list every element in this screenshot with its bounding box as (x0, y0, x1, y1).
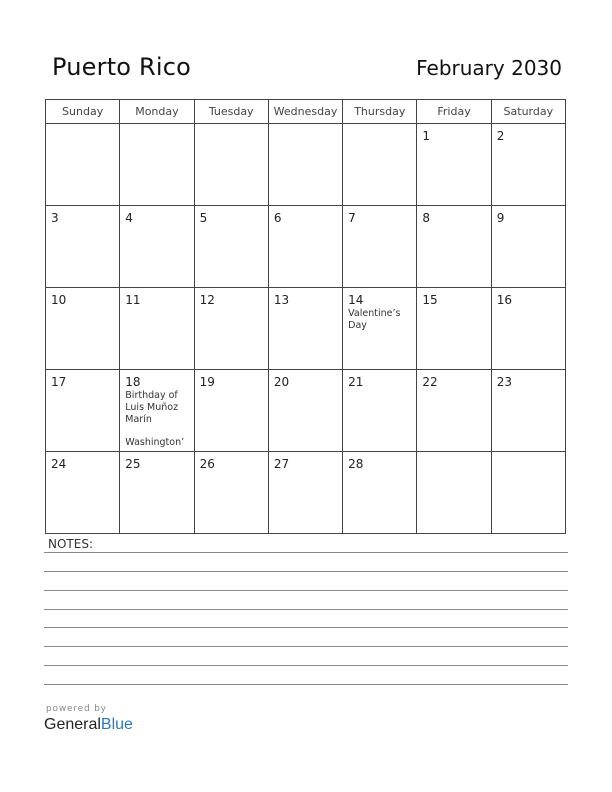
weekday-header: Saturday (491, 100, 565, 124)
country-title: Puerto Rico (52, 53, 192, 81)
note-line (44, 646, 568, 647)
day-cell (417, 288, 491, 370)
day-cell (46, 370, 120, 452)
calendar-grid (45, 99, 566, 534)
day-number: 1 (422, 129, 431, 143)
day-cell (491, 124, 565, 206)
weekday-header: Friday (417, 100, 491, 124)
day-cell (417, 124, 491, 206)
day-number: 17 (51, 375, 67, 389)
day-number: 7 (348, 211, 356, 225)
day-cell (417, 370, 491, 452)
holiday-label: Washington’ (125, 437, 185, 448)
notes-label: NOTES: (48, 537, 93, 551)
generalblue-logo[interactable] (44, 716, 133, 734)
holiday-label: Birthday of Luis Muñoz Marín (125, 390, 179, 425)
note-line (44, 552, 568, 553)
day-number: 24 (51, 457, 67, 471)
note-line (44, 627, 568, 628)
day-number: 6 (273, 211, 282, 225)
day-cell (194, 206, 268, 288)
day-number: 18 (125, 375, 141, 389)
day-cell (46, 206, 120, 288)
day-number: 21 (348, 375, 364, 389)
note-line (44, 665, 568, 666)
day-cell (46, 452, 120, 534)
day-number: 12 (199, 293, 215, 307)
day-number: 14 (348, 293, 364, 307)
day-cell (491, 288, 565, 370)
day-number: 11 (125, 293, 141, 307)
note-line (44, 590, 568, 591)
weekday-header-row (46, 100, 566, 124)
day-number: 10 (51, 293, 67, 307)
weekday-header: Sunday (46, 100, 120, 124)
brand-blue-text: Blue (100, 716, 133, 733)
day-cell (120, 124, 194, 206)
day-cell (343, 288, 417, 370)
note-line (44, 609, 568, 610)
day-cell (268, 124, 342, 206)
day-cell (268, 206, 342, 288)
day-cell (194, 452, 268, 534)
brand-general-text: General (44, 716, 101, 733)
day-cell (343, 206, 417, 288)
day-number: 9 (496, 211, 505, 225)
day-cell (46, 288, 120, 370)
day-number: 22 (422, 375, 438, 389)
day-cell (343, 370, 417, 452)
day-cell (46, 124, 120, 206)
weekday-header: Thursday (343, 100, 417, 124)
day-number: 27 (273, 457, 290, 471)
day-cell (120, 452, 194, 534)
week-row (46, 124, 566, 206)
day-cell (268, 288, 342, 370)
week-row (46, 370, 566, 452)
day-cell (491, 452, 565, 534)
day-number: 25 (125, 457, 141, 471)
day-number: 26 (199, 457, 215, 471)
day-number: 2 (496, 129, 505, 143)
week-row (46, 452, 566, 534)
day-cell (417, 452, 491, 534)
day-cell (194, 370, 268, 452)
day-cell (491, 206, 565, 288)
day-cell (417, 206, 491, 288)
day-cell (120, 370, 194, 452)
day-number: 8 (422, 211, 431, 225)
weekday-header: Wednesday (268, 100, 342, 124)
day-number: 19 (199, 375, 215, 389)
day-number: 23 (496, 375, 512, 389)
day-cell (194, 124, 268, 206)
note-line (44, 684, 568, 685)
day-cell (343, 124, 417, 206)
day-number: 20 (273, 375, 290, 389)
day-number: 16 (496, 293, 512, 307)
day-number: 15 (422, 293, 438, 307)
day-number: 5 (199, 211, 208, 225)
day-cell (268, 452, 342, 534)
note-line (44, 571, 568, 572)
day-number: 3 (51, 211, 59, 225)
day-number: 28 (348, 457, 364, 471)
holiday-label: Valentine’s Day (348, 308, 401, 331)
weekday-header: Monday (120, 100, 194, 124)
day-cell (343, 452, 417, 534)
month-title: February 2030 (416, 56, 562, 80)
day-number: 4 (125, 211, 133, 225)
week-row (46, 206, 566, 288)
week-row (46, 288, 566, 370)
day-cell (194, 288, 268, 370)
day-number: 13 (273, 293, 290, 307)
day-cell (120, 206, 194, 288)
day-cell (268, 370, 342, 452)
powered-by-text: powered by (46, 704, 107, 714)
weekday-header: Tuesday (194, 100, 268, 124)
day-cell (491, 370, 565, 452)
day-cell (120, 288, 194, 370)
